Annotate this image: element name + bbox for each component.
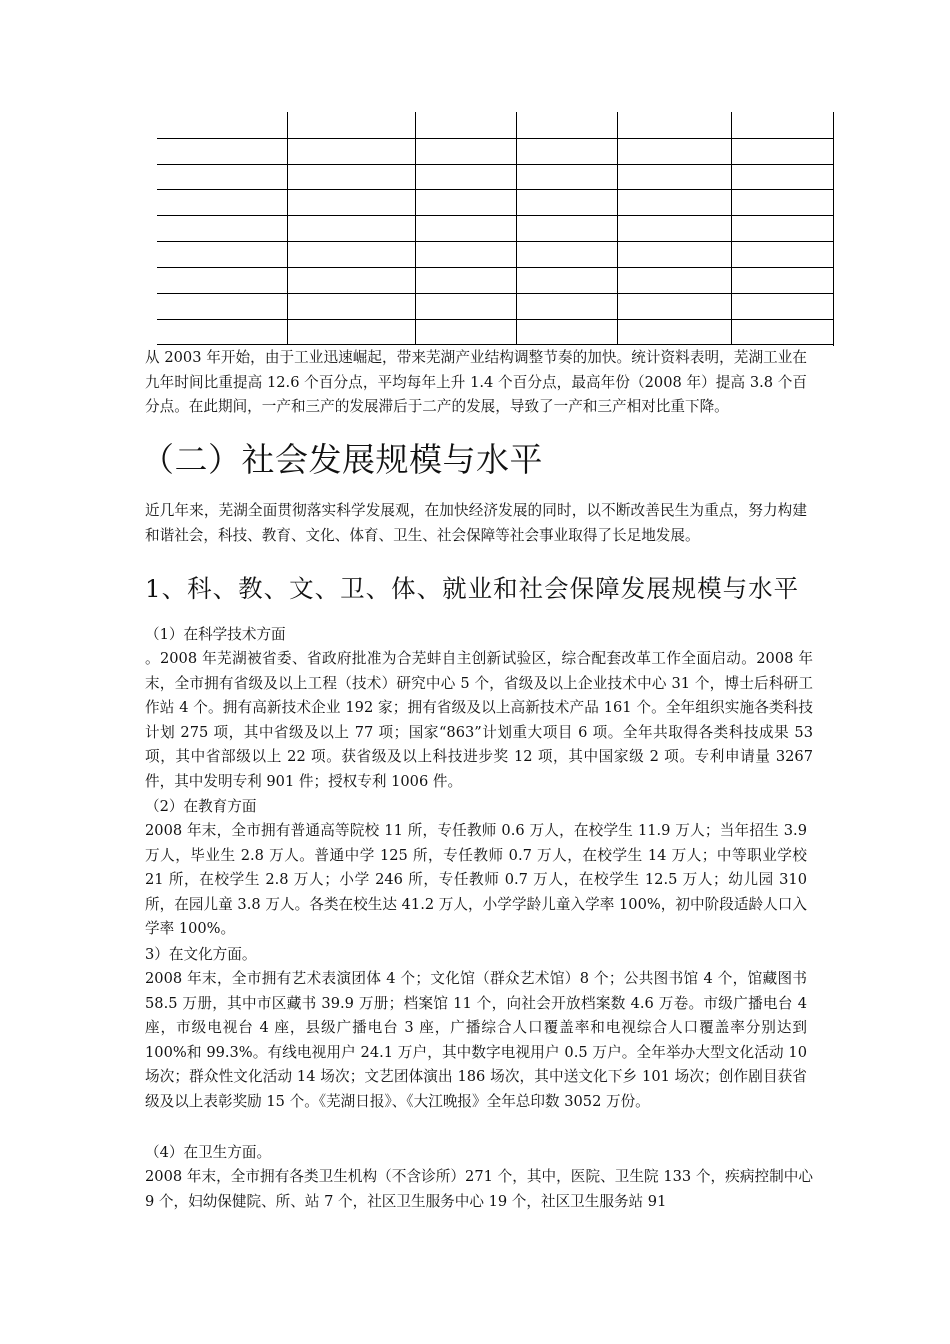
- science-body: 。2008 年芜湖被省委、省政府批准为合芜蚌自主创新试验区，综合配套改革工作全面启动。2008 年末，全市拥有省级及以上工程（技术）研究中心 5 个，省级及以上企业技术中心 31 个，博士后科研工作站 4 个。拥有高新技术企业 192 家；拥有省级及以上高新技术产品 161 个。全年组织实施各类科技计划 275 项，其中省级及以上 77 项；国家“863”计划重大项目 6 项。全年共取得各类科技成果 53 项，其中省部级以上 22 项。获省级及以上科技进步奖 12 项，其中国家级 2 项。专利申请量 3267 件，其中发明专利 901 件；授权专利 1006 件。: [145, 650, 813, 790]
- table-column-rule: [833, 112, 834, 346]
- table-row-rule: [157, 164, 834, 165]
- table-row-rule: [157, 138, 834, 139]
- education-heading: （2）在教育方面: [145, 798, 257, 815]
- table-row-rule: [157, 215, 834, 216]
- table-column-rule: [516, 112, 517, 344]
- section-2-title: （二）社会发展规模与水平: [141, 440, 543, 479]
- culture-body: 2008 年末，全市拥有艺术表演团体 4 个；文化馆（群众艺术馆）8 个；公共图书馆 4 个，馆藏图书 58.5 万册，其中市区藏书 39.9 万册；档案馆 11 个，向社会开放档案数 4.6 万卷。市级广播电台 4 座，市级电视台 4 座，县级广播电台 3 座，广播综合人口覆盖率和电视综合人口覆盖率分别达到 100%和 99.3%。有线电视用户 24.1 万户，其中数字电视用户 0.5 万户。全年举办大型文化活动 10 场次；群众性文化活动 14 场次；文艺团体演出 186 场次，其中送文化下乡 101 场次；创作剧目获省级及以上表彰奖励 15 个。《芜湖日报》、《大江晚报》全年总印数 3052 万份。: [145, 970, 807, 1110]
- table-row-rule: [157, 267, 834, 268]
- table-row-rule: [157, 241, 834, 242]
- table-column-rule: [415, 112, 416, 344]
- section-2-intro: 近几年来，芜湖全面贯彻落实科学发展观，在加快经济发展的同时，以不断改善民生为重点，努力构建和谐社会，科技、教育、文化、体育、卫生、社会保障等社会事业取得了长足地发展。: [145, 502, 807, 544]
- education-body: 2008 年末，全市拥有普通高等院校 11 所，专任教师 0.6 万人，在校学生 11.9 万人；当年招生 3.9 万人，毕业生 2.8 万人。普通中学 125 所，专任教师 0.7 万人，在校学生 14 万人；中等职业学校 21 所，在校学生 2.8 万人；小学 246 所，专任教师 0.7 万人，在校学生 12.5 万人；幼儿园 310 所，在园儿童 3.8 万人。各类在校生达 41.2 万人，小学学龄儿童入学率 100%，初中阶段适龄人口入学率 100%。: [145, 822, 807, 938]
- table-row-rule: [157, 293, 834, 294]
- table-row-rule: [157, 189, 834, 190]
- table-column-rule: [731, 112, 732, 344]
- table-column-rule: [617, 112, 618, 344]
- intro-paragraph: 从 2003 年开始，由于工业迅速崛起，带来芜湖产业结构调整节奏的加快。统计资料表明，芜湖工业在九年时间比重提高 12.6 个百分点，平均每年上升 1.4 个百分点，最高年份（2008 年）提高 3.8 个百分点。在此期间，一产和三产的发展滞后于二产的发展，导致了一产和三产相对比重下降。: [145, 349, 807, 416]
- health-heading: （4）在卫生方面。: [145, 1144, 272, 1161]
- table-column-rule: [287, 112, 288, 344]
- science-heading: （1）在科学技术方面: [145, 626, 286, 643]
- data-table-grid: [157, 112, 836, 346]
- table-row-rule: [157, 319, 834, 320]
- table-row-rule: [157, 344, 834, 345]
- subsection-1-title: 1、科、教、文、卫、体、就业和社会保障发展规模与水平: [145, 574, 800, 603]
- health-body: 2008 年末，全市拥有各类卫生机构（不含诊所）271 个，其中，医院、卫生院 133 个，疾病控制中心 9 个，妇幼保健院、所、站 7 个，社区卫生服务中心 19 个，社区卫生服务站 91: [145, 1168, 813, 1210]
- culture-heading: 3）在文化方面。: [145, 946, 257, 963]
